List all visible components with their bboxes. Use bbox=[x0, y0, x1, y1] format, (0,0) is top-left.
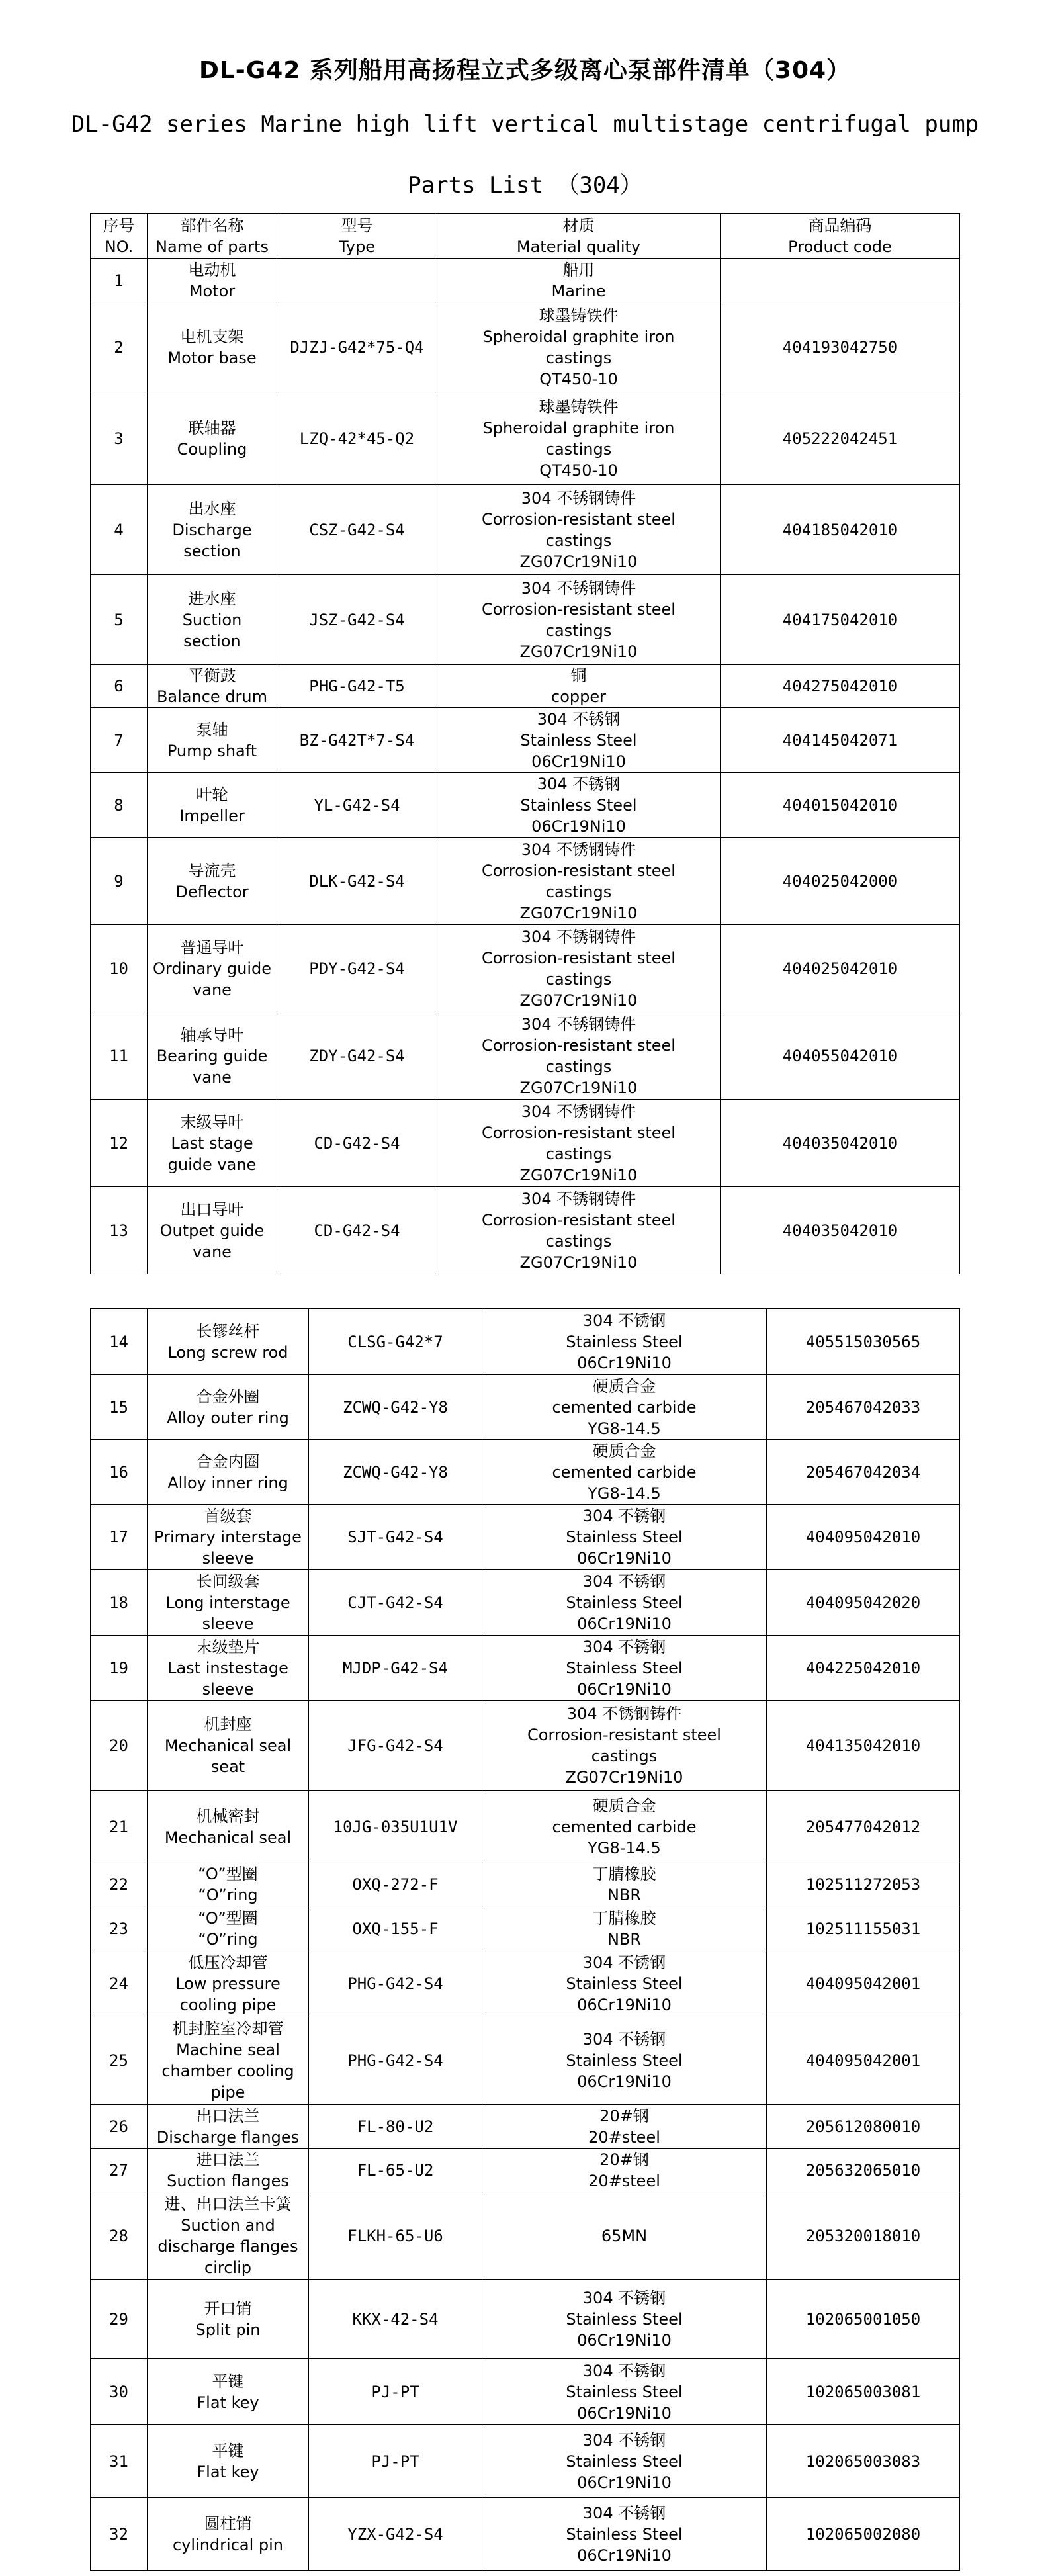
name-cell: 进口法兰 Suction flanges bbox=[148, 2149, 309, 2192]
table-row bbox=[91, 2498, 960, 2571]
table-row bbox=[91, 1440, 960, 1505]
code-cell: 405515030565 bbox=[767, 1309, 960, 1375]
document-subtitle-parts-list: Parts List （304） bbox=[408, 172, 642, 199]
header-cell: 商品编码 Product code bbox=[721, 214, 960, 259]
header-cell: 序号 NO. bbox=[91, 214, 148, 259]
material-cell: 304 不锈钢 Stainless Steel 06Cr19Ni10 bbox=[482, 1951, 767, 2016]
no-cell: 13 bbox=[91, 1187, 148, 1274]
type-cell: YZX-G42-S4 bbox=[309, 2498, 482, 2571]
material-cell: 304 不锈钢 Stainless Steel 06Cr19Ni10 bbox=[482, 2359, 767, 2425]
no-cell: 11 bbox=[91, 1012, 148, 1100]
no-cell: 18 bbox=[91, 1570, 148, 1636]
code-cell: 404095042010 bbox=[767, 1505, 960, 1570]
no-cell: 27 bbox=[91, 2149, 148, 2192]
material-cell: 铜 copper bbox=[437, 665, 721, 708]
header-cell: 部件名称 Name of parts bbox=[148, 214, 277, 259]
material-cell: 船用 Marine bbox=[437, 259, 721, 302]
name-cell: 开口销 Split pin bbox=[148, 2280, 309, 2359]
name-cell: “O”型圈 “O”ring bbox=[148, 1863, 309, 1906]
table-row bbox=[91, 1375, 960, 1440]
table-row bbox=[91, 2105, 960, 2149]
document-title-english: DL-G42 series Marine high lift vertical multistage centrifugal pump bbox=[71, 111, 979, 138]
no-cell: 2 bbox=[91, 302, 148, 392]
name-cell: 普通导叶 Ordinary guide vane bbox=[148, 925, 277, 1012]
header-cell: 材质 Material quality bbox=[437, 214, 721, 259]
no-cell: 4 bbox=[91, 485, 148, 575]
code-cell: 404095042001 bbox=[767, 2016, 960, 2105]
code-cell: 404145042071 bbox=[721, 708, 960, 773]
material-cell: 20#钢 20#steel bbox=[482, 2149, 767, 2192]
table-row bbox=[91, 1863, 960, 1906]
table-row bbox=[91, 485, 960, 575]
code-cell: 102065002080 bbox=[767, 2498, 960, 2571]
material-cell: 硬质合金 cemented carbide YG8-14.5 bbox=[482, 1375, 767, 1440]
name-cell: 出水座 Discharge section bbox=[148, 485, 277, 575]
table-row bbox=[91, 1906, 960, 1951]
code-cell: 404275042010 bbox=[721, 665, 960, 708]
name-cell: 出口导叶 Outpet guide vane bbox=[148, 1187, 277, 1274]
no-cell: 7 bbox=[91, 708, 148, 773]
code-cell: 405222042451 bbox=[721, 392, 960, 485]
table-row bbox=[91, 2016, 960, 2105]
no-cell: 29 bbox=[91, 2280, 148, 2359]
name-cell: 轴承导叶 Bearing guide vane bbox=[148, 1012, 277, 1100]
table-row bbox=[91, 2359, 960, 2425]
type-cell: PJ-PT bbox=[309, 2359, 482, 2425]
table-row bbox=[91, 1570, 960, 1636]
type-cell: OXQ-155-F bbox=[309, 1906, 482, 1951]
material-cell: 304 不锈钢 Stainless Steel 06Cr19Ni10 bbox=[482, 1309, 767, 1375]
no-cell: 24 bbox=[91, 1951, 148, 2016]
parts-table-1 bbox=[90, 213, 960, 1274]
code-cell: 205612080010 bbox=[767, 2105, 960, 2149]
type-cell: CD-G42-S4 bbox=[277, 1100, 437, 1187]
code-cell: 205467042034 bbox=[767, 1440, 960, 1505]
name-cell: 长镠丝杆 Long screw rod bbox=[148, 1309, 309, 1375]
material-cell: 304 不锈钢铸件 Corrosion-resistant steel castings ZG07Cr19Ni10 bbox=[437, 1187, 721, 1274]
material-cell: 硬质合金 cemented carbide YG8-14.5 bbox=[482, 1440, 767, 1505]
no-cell: 22 bbox=[91, 1863, 148, 1906]
parts-table-2 bbox=[90, 1308, 960, 2571]
name-cell: 进、出口法兰卡簧 Suction and discharge flanges circlip bbox=[148, 2192, 309, 2280]
name-cell: 合金内圈 Alloy inner ring bbox=[148, 1440, 309, 1505]
material-cell: 丁腈橡胶 NBR bbox=[482, 1863, 767, 1906]
table-row bbox=[91, 1701, 960, 1791]
code-cell: 404035042010 bbox=[721, 1100, 960, 1187]
material-cell: 304 不锈钢 Stainless Steel 06Cr19Ni10 bbox=[482, 2280, 767, 2359]
no-cell: 23 bbox=[91, 1906, 148, 1951]
material-cell: 硬质合金 cemented carbide YG8-14.5 bbox=[482, 1791, 767, 1863]
material-cell: 304 不锈钢 Stainless Steel 06Cr19Ni10 bbox=[482, 1636, 767, 1701]
no-cell: 31 bbox=[91, 2425, 148, 2498]
type-cell: JFG-G42-S4 bbox=[309, 1701, 482, 1791]
no-cell: 26 bbox=[91, 2105, 148, 2149]
type-cell: SJT-G42-S4 bbox=[309, 1505, 482, 1570]
material-cell: 304 不锈钢 Stainless Steel 06Cr19Ni10 bbox=[482, 2016, 767, 2105]
no-cell: 32 bbox=[91, 2498, 148, 2571]
header-cell: 型号 Type bbox=[277, 214, 437, 259]
no-cell: 10 bbox=[91, 925, 148, 1012]
material-cell: 304 不锈钢铸件 Corrosion-resistant steel castings ZG07Cr19Ni10 bbox=[437, 925, 721, 1012]
code-cell: 102065001050 bbox=[767, 2280, 960, 2359]
material-cell: 304 不锈钢铸件 Corrosion-resistant steel castings ZG07Cr19Ni10 bbox=[437, 1012, 721, 1100]
name-cell: 导流壳 Deflector bbox=[148, 838, 277, 925]
material-cell: 球墨铸铁件 Spheroidal graphite iron castings QT450-10 bbox=[437, 302, 721, 392]
type-cell: OXQ-272-F bbox=[309, 1863, 482, 1906]
name-cell: 圆柱销 cylindrical pin bbox=[148, 2498, 309, 2571]
code-cell: 404055042010 bbox=[721, 1012, 960, 1100]
code-cell: 404025042000 bbox=[721, 838, 960, 925]
name-cell: 出口法兰 Discharge flanges bbox=[148, 2105, 309, 2149]
code-cell: 102065003083 bbox=[767, 2425, 960, 2498]
no-cell: 9 bbox=[91, 838, 148, 925]
type-cell: FLKH-65-U6 bbox=[309, 2192, 482, 2280]
type-cell: FL-80-U2 bbox=[309, 2105, 482, 2149]
no-cell: 1 bbox=[91, 259, 148, 302]
code-cell: 205477042012 bbox=[767, 1791, 960, 1863]
material-cell: 20#钢 20#steel bbox=[482, 2105, 767, 2149]
no-cell: 17 bbox=[91, 1505, 148, 1570]
table-row bbox=[91, 392, 960, 485]
code-cell: 404015042010 bbox=[721, 773, 960, 838]
name-cell: 叶轮 Impeller bbox=[148, 773, 277, 838]
no-cell: 5 bbox=[91, 575, 148, 665]
name-cell: 低压冷却管 Low pressure cooling pipe bbox=[148, 1951, 309, 2016]
code-cell: 404135042010 bbox=[767, 1701, 960, 1791]
material-cell: 304 不锈钢 Stainless Steel 06Cr19Ni10 bbox=[437, 708, 721, 773]
no-cell: 25 bbox=[91, 2016, 148, 2105]
type-cell: PDY-G42-S4 bbox=[277, 925, 437, 1012]
code-cell: 404185042010 bbox=[721, 485, 960, 575]
no-cell: 14 bbox=[91, 1309, 148, 1375]
table-row bbox=[91, 2425, 960, 2498]
table-row bbox=[91, 925, 960, 1012]
code-cell: 205632065010 bbox=[767, 2149, 960, 2192]
name-cell: 机封腔室冷却管 Machine seal chamber cooling pipe bbox=[148, 2016, 309, 2105]
type-cell: MJDP-G42-S4 bbox=[309, 1636, 482, 1701]
table-row bbox=[91, 1636, 960, 1701]
name-cell: 合金外圈 Alloy outer ring bbox=[148, 1375, 309, 1440]
table-row bbox=[91, 773, 960, 838]
type-cell: 10JG-035U1U1V bbox=[309, 1791, 482, 1863]
no-cell: 21 bbox=[91, 1791, 148, 1863]
table-row bbox=[91, 1791, 960, 1863]
table-row bbox=[91, 838, 960, 925]
name-cell: 长间级套 Long interstage sleeve bbox=[148, 1570, 309, 1636]
code-cell bbox=[721, 259, 960, 302]
material-cell: 304 不锈钢 Stainless Steel 06Cr19Ni10 bbox=[482, 2498, 767, 2571]
table-row bbox=[91, 1012, 960, 1100]
no-cell: 3 bbox=[91, 392, 148, 485]
type-cell: PHG-G42-S4 bbox=[309, 1951, 482, 2016]
type-cell: ZDY-G42-S4 bbox=[277, 1012, 437, 1100]
name-cell: 进水座 Suction section bbox=[148, 575, 277, 665]
material-cell: 304 不锈钢 Stainless Steel 06Cr19Ni10 bbox=[482, 2425, 767, 2498]
code-cell: 404193042750 bbox=[721, 302, 960, 392]
table-row bbox=[91, 1309, 960, 1375]
material-cell: 丁腈橡胶 NBR bbox=[482, 1906, 767, 1951]
table-row bbox=[91, 1505, 960, 1570]
material-cell: 304 不锈钢 Stainless Steel 06Cr19Ni10 bbox=[482, 1570, 767, 1636]
table-row bbox=[91, 2149, 960, 2192]
no-cell: 8 bbox=[91, 773, 148, 838]
table-row bbox=[91, 708, 960, 773]
name-cell: “O”型圈 “O”ring bbox=[148, 1906, 309, 1951]
material-cell: 304 不锈钢 Stainless Steel 06Cr19Ni10 bbox=[437, 773, 721, 838]
type-cell: ZCWQ-G42-Y8 bbox=[309, 1440, 482, 1505]
type-cell bbox=[277, 259, 437, 302]
type-cell: FL-65-U2 bbox=[309, 2149, 482, 2192]
type-cell: CSZ-G42-S4 bbox=[277, 485, 437, 575]
code-cell: 404175042010 bbox=[721, 575, 960, 665]
code-cell: 102511155031 bbox=[767, 1906, 960, 1951]
type-cell: PHG-G42-S4 bbox=[309, 2016, 482, 2105]
type-cell: YL-G42-S4 bbox=[277, 773, 437, 838]
name-cell: 平键 Flat key bbox=[148, 2359, 309, 2425]
material-cell: 304 不锈钢铸件 Corrosion-resistant steel castings ZG07Cr19Ni10 bbox=[437, 575, 721, 665]
material-cell: 304 不锈钢铸件 Corrosion-resistant steel castings ZG07Cr19Ni10 bbox=[437, 485, 721, 575]
name-cell: 末级垫片 Last instestage sleeve bbox=[148, 1636, 309, 1701]
table-row bbox=[91, 302, 960, 392]
material-cell: 65MN bbox=[482, 2192, 767, 2280]
no-cell: 30 bbox=[91, 2359, 148, 2425]
name-cell: 平衡鼓 Balance drum bbox=[148, 665, 277, 708]
type-cell: PJ-PT bbox=[309, 2425, 482, 2498]
name-cell: 平键 Flat key bbox=[148, 2425, 309, 2498]
name-cell: 联轴器 Coupling bbox=[148, 392, 277, 485]
table-row bbox=[91, 259, 960, 302]
code-cell: 404095042001 bbox=[767, 1951, 960, 2016]
name-cell: 末级导叶 Last stage guide vane bbox=[148, 1100, 277, 1187]
material-cell: 304 不锈钢铸件 Corrosion-resistant steel castings ZG07Cr19Ni10 bbox=[437, 838, 721, 925]
name-cell: 泵轴 Pump shaft bbox=[148, 708, 277, 773]
code-cell: 102065003081 bbox=[767, 2359, 960, 2425]
type-cell: CD-G42-S4 bbox=[277, 1187, 437, 1274]
table-row bbox=[91, 1187, 960, 1274]
no-cell: 19 bbox=[91, 1636, 148, 1701]
table-row bbox=[91, 2280, 960, 2359]
type-cell: CJT-G42-S4 bbox=[309, 1570, 482, 1636]
table-row bbox=[91, 1100, 960, 1187]
table-row bbox=[91, 575, 960, 665]
code-cell: 404035042010 bbox=[721, 1187, 960, 1274]
type-cell: CLSG-G42*7 bbox=[309, 1309, 482, 1375]
type-cell: BZ-G42T*7-S4 bbox=[277, 708, 437, 773]
no-cell: 12 bbox=[91, 1100, 148, 1187]
no-cell: 28 bbox=[91, 2192, 148, 2280]
document-title-chinese: DL-G42 系列船用高扬程立式多级离心泵部件清单（304） bbox=[198, 57, 852, 84]
material-cell: 304 不锈钢铸件 Corrosion-resistant steel castings ZG07Cr19Ni10 bbox=[437, 1100, 721, 1187]
no-cell: 15 bbox=[91, 1375, 148, 1440]
no-cell: 20 bbox=[91, 1701, 148, 1791]
type-cell: DLK-G42-S4 bbox=[277, 838, 437, 925]
name-cell: 机械密封 Mechanical seal bbox=[148, 1791, 309, 1863]
material-cell: 304 不锈钢 Stainless Steel 06Cr19Ni10 bbox=[482, 1505, 767, 1570]
name-cell: 首级套 Primary interstage sleeve bbox=[148, 1505, 309, 1570]
code-cell: 205320018010 bbox=[767, 2192, 960, 2280]
table-header-row bbox=[91, 214, 960, 259]
type-cell: KKX-42-S4 bbox=[309, 2280, 482, 2359]
type-cell: ZCWQ-G42-Y8 bbox=[309, 1375, 482, 1440]
type-cell: DJZJ-G42*75-Q4 bbox=[277, 302, 437, 392]
name-cell: 电机支架 Motor base bbox=[148, 302, 277, 392]
type-cell: PHG-G42-T5 bbox=[277, 665, 437, 708]
type-cell: JSZ-G42-S4 bbox=[277, 575, 437, 665]
code-cell: 404025042010 bbox=[721, 925, 960, 1012]
no-cell: 6 bbox=[91, 665, 148, 708]
name-cell: 电动机 Motor bbox=[148, 259, 277, 302]
table-row bbox=[91, 2192, 960, 2280]
type-cell: LZQ-42*45-Q2 bbox=[277, 392, 437, 485]
name-cell: 机封座 Mechanical seal seat bbox=[148, 1701, 309, 1791]
code-cell: 404225042010 bbox=[767, 1636, 960, 1701]
code-cell: 205467042033 bbox=[767, 1375, 960, 1440]
no-cell: 16 bbox=[91, 1440, 148, 1505]
material-cell: 球墨铸铁件 Spheroidal graphite iron castings QT450-10 bbox=[437, 392, 721, 485]
table-row bbox=[91, 1951, 960, 2016]
code-cell: 102511272053 bbox=[767, 1863, 960, 1906]
table-row bbox=[91, 665, 960, 708]
code-cell: 404095042020 bbox=[767, 1570, 960, 1636]
material-cell: 304 不锈钢铸件 Corrosion-resistant steel castings ZG07Cr19Ni10 bbox=[482, 1701, 767, 1791]
